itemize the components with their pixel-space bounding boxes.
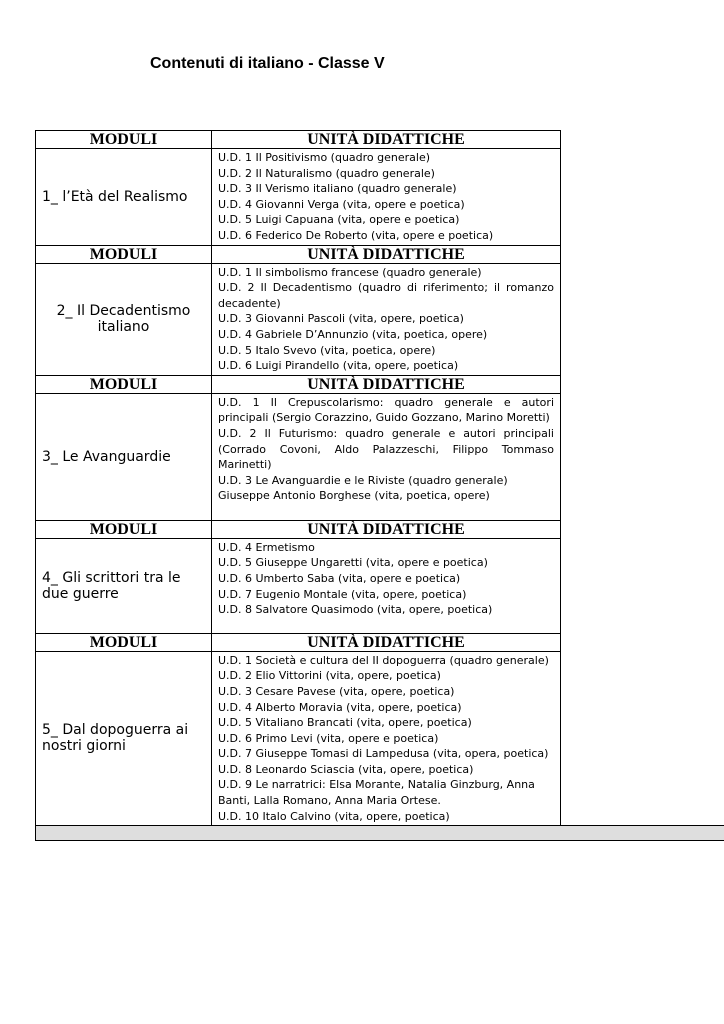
unita-header: UNITÀ DIDATTICHE	[212, 131, 561, 149]
unit-item: U.D. 6 Federico De Roberto (vita, opere e poetica)	[218, 228, 494, 242]
unit-item: U.D. 2 Il Decadentismo (quadro di riferimento; il romanzo decadente)	[218, 281, 554, 310]
module-row	[36, 393, 724, 520]
module-name: 2_ Il Decadentismo italiano	[36, 263, 212, 375]
unit-item: U.D. 3 Le Avanguardie e le Riviste (quadro generale)	[218, 473, 508, 487]
unit-item: U.D. 5 Giuseppe Ungaretti (vita, opere e poetica)	[218, 556, 488, 570]
module-name: 4_ Gli scrittori tra le due guerre	[36, 538, 212, 633]
unit-item: U.D. 1 Società e cultura del II dopoguerra (quadro generale)	[218, 653, 549, 667]
module-row	[36, 149, 724, 246]
moduli-header: MODULI	[36, 520, 212, 538]
unit-item: U.D. 6 Luigi Pirandello (vita, opere, poetica)	[218, 359, 459, 373]
module-header-row	[36, 375, 724, 393]
unit-item: U.D. 5 Luigi Capuana (vita, opere e poetica)	[218, 213, 460, 227]
unit-item: U.D. 4 Gabriele D’Annunzio (vita, poetica, opere)	[218, 327, 488, 341]
unit-item: U.D. 7 Giuseppe Tomasi di Lampedusa (vita, opera, poetica)	[218, 747, 549, 761]
units-list	[212, 263, 561, 375]
unita-header: UNITÀ DIDATTICHE	[212, 633, 561, 651]
unit-item: Giuseppe Antonio Borghese (vita, poetica, opere)	[218, 489, 490, 503]
moduli-header: MODULI	[36, 245, 212, 263]
unita-header: UNITÀ DIDATTICHE	[212, 245, 561, 263]
unit-item: U.D. 6 Umberto Saba (vita, opere e poetica)	[218, 571, 461, 585]
unit-item: U.D. 4 Ermetismo	[218, 540, 315, 554]
moduli-header: MODULI	[36, 633, 212, 651]
units-list	[212, 393, 561, 520]
unit-item: U.D. 1 Il Crepuscolarismo: quadro generale e autori principali (Sergio Corazzino, Guido Gozzano, Marino Moretti)	[218, 395, 554, 425]
module-name: 3_ Le Avanguardie	[36, 393, 212, 520]
module-row	[36, 651, 724, 826]
moduli-header: MODULI	[36, 375, 212, 393]
unit-item: U.D. 8 Leonardo Sciascia (vita, opere, poetica)	[218, 762, 474, 776]
unit-item: U.D. 1 Il simbolismo francese (quadro generale)	[218, 265, 482, 279]
footer-bar	[36, 826, 724, 841]
module-row	[36, 538, 724, 633]
module-name: 5_ Dal dopoguerra ai nostri giorni	[36, 651, 212, 826]
unit-item: U.D. 1 Il Positivismo (quadro generale)	[218, 151, 431, 164]
unit-item: U.D. 3 Cesare Pavese (vita, opere, poetica)	[218, 684, 455, 698]
unit-item: U.D. 2 Elio Vittorini (vita, opere, poetica)	[218, 669, 441, 683]
unit-item: U.D. 5 Italo Svevo (vita, poetica, opere)	[218, 343, 436, 357]
unit-item: U.D. 2 Il Naturalismo (quadro generale)	[218, 166, 435, 180]
unit-item: U.D. 4 Giovanni Verga (vita, opere e poetica)	[218, 197, 465, 211]
unit-item: U.D. 3 Giovanni Pascoli (vita, opere, poetica)	[218, 312, 464, 326]
unita-header: UNITÀ DIDATTICHE	[212, 520, 561, 538]
footer-row	[36, 826, 724, 841]
moduli-header: MODULI	[36, 131, 212, 149]
module-header-row	[36, 245, 724, 263]
unit-item: U.D. 8 Salvatore Quasimodo (vita, opere, poetica)	[218, 603, 493, 617]
page-title: Contenuti di italiano - Classe V	[150, 55, 385, 72]
unit-item: U.D. 3 Il Verismo italiano (quadro generale)	[218, 182, 457, 196]
unit-item: U.D. 4 Alberto Moravia (vita, opere, poetica)	[218, 700, 462, 714]
module-name: 1_ l’Età del Realismo	[36, 149, 212, 246]
module-row	[36, 263, 724, 375]
unit-item: U.D. 2 Il Futurismo: quadro generale e autori principali (Corrado Covoni, Aldo Palazzeschi, Filippo Tommaso Marinetti)	[218, 426, 554, 472]
units-list	[212, 538, 561, 633]
units-list	[212, 651, 561, 826]
module-header-row	[36, 520, 724, 538]
units-list	[212, 149, 561, 246]
module-header-row	[36, 131, 724, 149]
unit-item: U.D. 10 Italo Calvino (vita, opere, poetica)	[218, 809, 450, 823]
unita-header: UNITÀ DIDATTICHE	[212, 375, 561, 393]
module-header-row	[36, 633, 724, 651]
unit-item: U.D. 6 Primo Levi (vita, opere e poetica)	[218, 731, 439, 745]
unit-item: U.D. 9 Le narratrici: Elsa Morante, Natalia Ginzburg, Anna Banti, Lalla Romano, Anna Maria Ortese.	[218, 778, 535, 808]
curriculum-table	[35, 130, 724, 841]
unit-item: U.D. 5 Vitaliano Brancati (vita, opere, poetica)	[218, 716, 472, 730]
unit-item: U.D. 7 Eugenio Montale (vita, opere, poetica)	[218, 587, 467, 601]
